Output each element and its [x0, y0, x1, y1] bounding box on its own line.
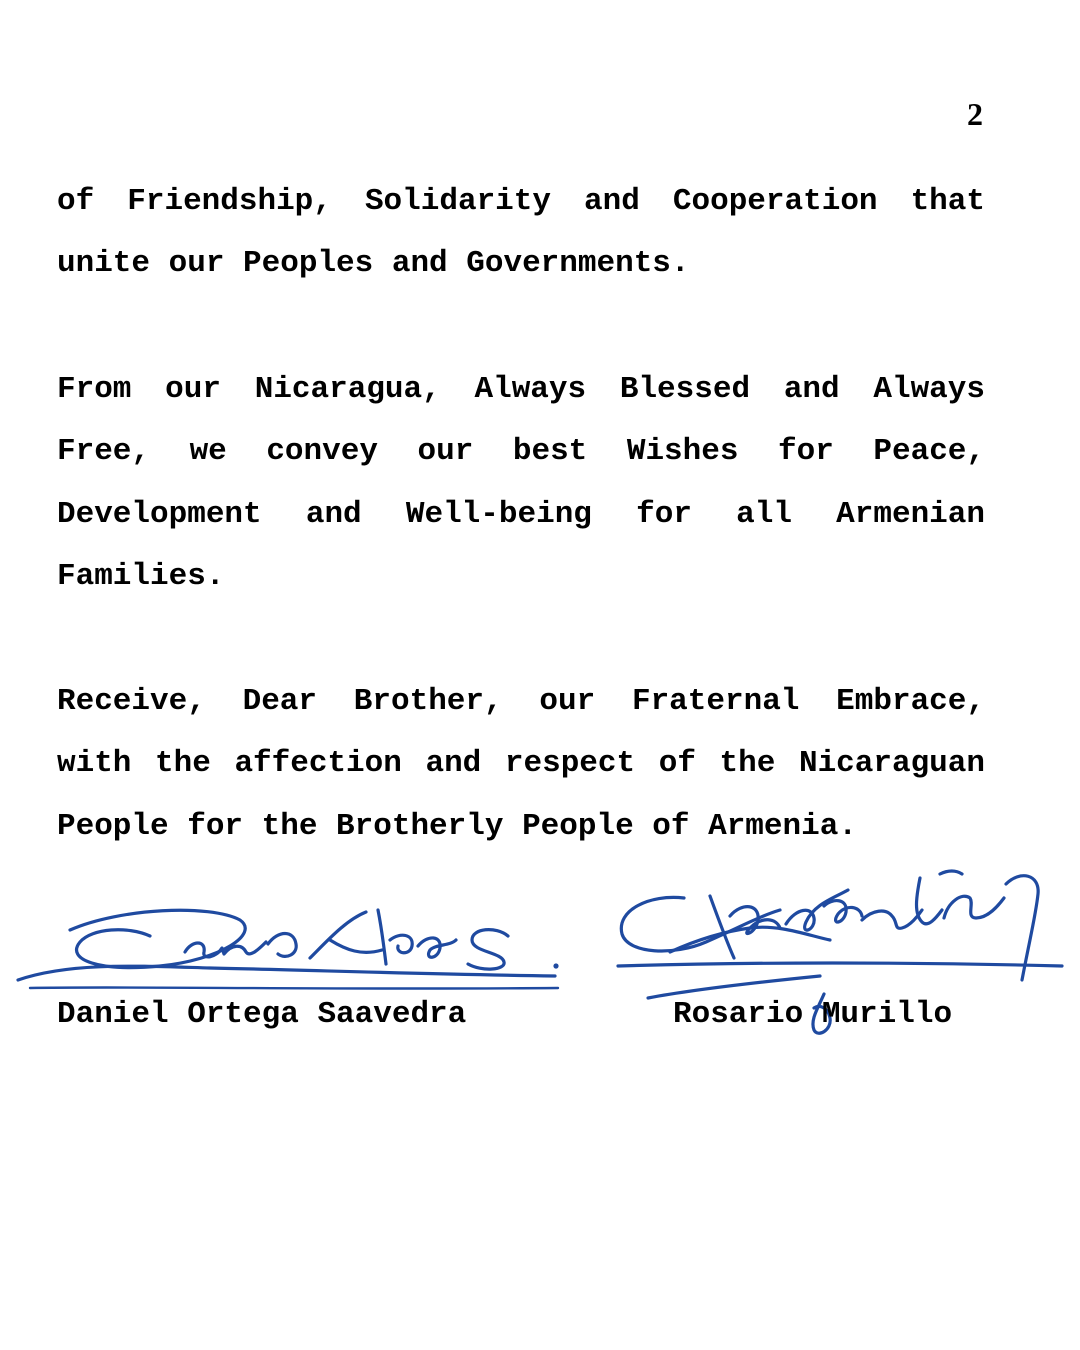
text-line: People for the Brotherly People of Armenia.: [57, 808, 857, 844]
text-line: with the affection and respect of the Nicaraguan: [57, 746, 985, 782]
text-line: From our Nicaragua, Always Blessed and Always: [57, 372, 985, 407]
text-line: Families.: [57, 559, 225, 595]
signature-daniel-ortega: [10, 890, 570, 1000]
text-line: unite our Peoples and Governments.: [57, 246, 690, 282]
paragraph-embrace: [57, 671, 985, 858]
text-line: of Friendship, Solidarity and Cooperation that: [57, 184, 985, 219]
paragraph-wishes: [57, 359, 985, 609]
page-number: 2: [967, 96, 983, 132]
signatory-name-daniel-ortega: Daniel Ortega Saavedra: [57, 997, 467, 1032]
paragraph-friendship: [57, 171, 985, 296]
text-line: Free, we convey our best Wishes for Peace,: [57, 434, 985, 470]
signatory-name-rosario-murillo: Rosario Murillo: [673, 997, 953, 1032]
text-line: Receive, Dear Brother, our Fraternal Embrace,: [57, 684, 985, 719]
text-line: Development and Well-being for all Armenian: [57, 496, 985, 532]
